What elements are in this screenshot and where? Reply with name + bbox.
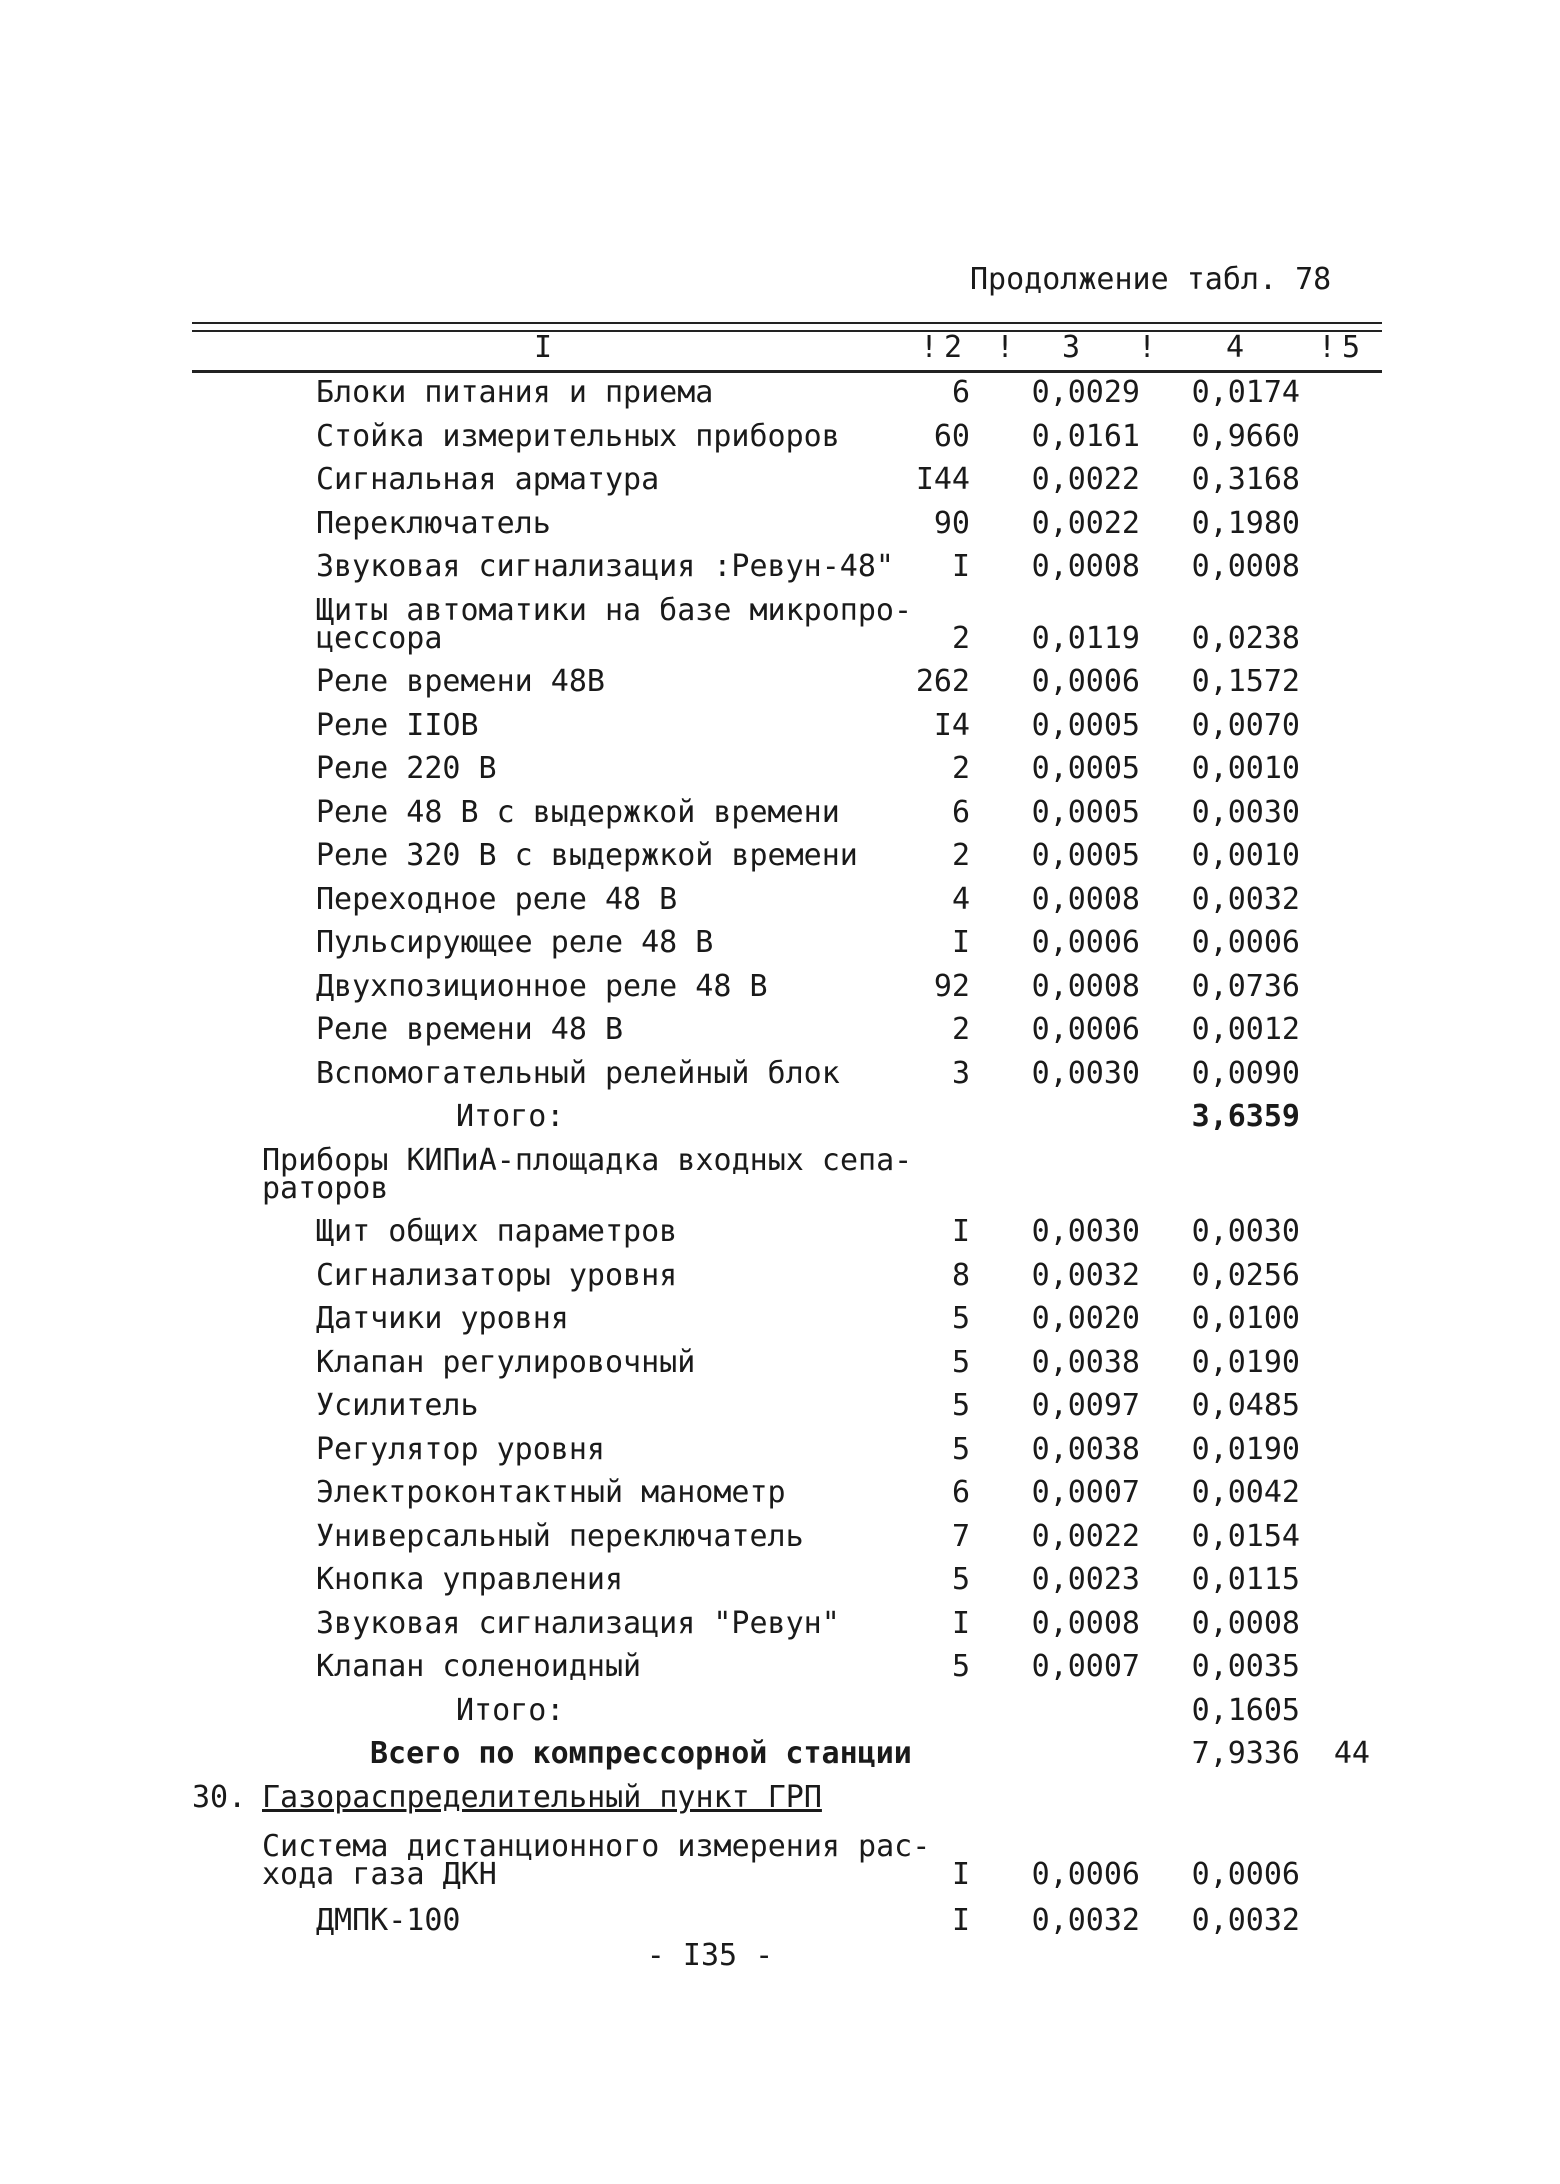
cell-c1: Газораспределительный пункт ГРП — [262, 1779, 822, 1815]
cell-c4: 0,3168 — [1191, 462, 1300, 497]
cell-c1: хода газа ДКН — [262, 1857, 497, 1892]
cell-c1: Сигнальная арматура — [316, 462, 660, 497]
cell-c2: 5 — [951, 1344, 970, 1380]
cell-c2: 6 — [951, 1475, 970, 1510]
cell-c2: I — [951, 1857, 970, 1892]
cell-c1: Двухпозиционное реле 48 В — [316, 968, 768, 1004]
cell-c1: Итого: — [456, 1692, 565, 1728]
cell-c1: Реле 220 В — [316, 751, 497, 786]
cell-c3: 0,0006 — [1031, 1857, 1140, 1892]
cell-c2: I — [951, 1902, 970, 1938]
col-header-4: 4 — [1226, 330, 1245, 365]
cell-c3: 0,0038 — [1031, 1431, 1140, 1467]
cell-c3: 0,0007 — [1031, 1649, 1140, 1684]
cell-c4: 0,0032 — [1191, 1902, 1300, 1938]
cell-c1: Вспомогательный релейный блок — [316, 1055, 840, 1091]
cell-c1: Кнопка управления — [316, 1562, 624, 1597]
cell-c2: 2 — [951, 838, 970, 873]
cell-c3: 0,0119 — [1031, 620, 1140, 656]
cell-c1: Переходное реле 48 В — [316, 881, 678, 917]
cell-c1: Реле 320 В с выдержкой времени — [316, 838, 858, 873]
cell-c4: 0,1605 — [1191, 1692, 1300, 1728]
cell-c3: 0,0161 — [1031, 418, 1140, 454]
cell-c1: Регулятор уровня — [316, 1431, 605, 1467]
col-header-5: 5 — [1342, 330, 1361, 365]
cell-c1: Итого: — [456, 1099, 565, 1134]
cell-c4: 0,0006 — [1191, 1857, 1300, 1892]
cell-c1: Клапан регулировочный — [316, 1344, 696, 1380]
cell-c4: 0,0238 — [1191, 620, 1300, 656]
cell-c4: 0,0006 — [1191, 925, 1300, 960]
cell-c2: 5 — [951, 1649, 970, 1684]
cell-c4: 0,0008 — [1191, 549, 1300, 584]
cell-c1: Переключатель — [316, 505, 551, 541]
col-sep: ! — [1138, 330, 1157, 365]
cell-c4: 0,0070 — [1191, 707, 1300, 743]
cell-c2: 2 — [951, 620, 970, 656]
cell-c1: Датчики уровня — [316, 1301, 569, 1336]
cell-c3: 0,0097 — [1031, 1388, 1140, 1423]
cell-c2: 5 — [951, 1562, 970, 1597]
cell-c2: 6 — [951, 794, 970, 830]
cell-c3: 0,0032 — [1031, 1902, 1140, 1938]
col-header-2: 2 — [944, 330, 963, 365]
cell-c1: Реле времени 48В — [316, 664, 605, 699]
cell-c2: 262 — [915, 664, 970, 699]
cell-c2: I — [951, 549, 970, 584]
cell-c3: 0,0006 — [1031, 1012, 1140, 1047]
cell-c3: 0,0022 — [1031, 462, 1140, 497]
col-sep: ! — [996, 330, 1015, 365]
cell-c3: 0,0022 — [1031, 505, 1140, 541]
cell-c2: I — [951, 925, 970, 960]
table-header-rule — [192, 370, 1382, 373]
cell-c2: 5 — [951, 1431, 970, 1467]
cell-c3: 0,0032 — [1031, 1257, 1140, 1293]
cell-c3: 0,0029 — [1031, 375, 1140, 410]
cell-c4: 0,0100 — [1191, 1301, 1300, 1336]
cell-c1: Реле 48 В с выдержкой времени — [316, 794, 840, 830]
table-top-rule — [192, 322, 1382, 324]
cell-c1: Приборы КИПиА-площадка входных сепа- — [262, 1142, 913, 1178]
cell-c1: Пульсирующее реле 48 В — [316, 925, 714, 960]
cell-c2: 8 — [951, 1257, 970, 1293]
cell-c1: Всего по компрессорной станции — [370, 1736, 912, 1771]
col-header-1: I — [534, 330, 553, 365]
cell-c3: 0,0008 — [1031, 881, 1140, 917]
cell-c3: 0,0022 — [1031, 1518, 1140, 1554]
cell-c3: 0,0030 — [1031, 1214, 1140, 1249]
cell-c3: 0,0006 — [1031, 925, 1140, 960]
cell-c3: 0,0023 — [1031, 1562, 1140, 1597]
cell-c4: 0,0030 — [1191, 1214, 1300, 1249]
cell-c3: 0,0006 — [1031, 664, 1140, 699]
cell-c2: 60 — [933, 418, 970, 454]
col-sep: ! — [920, 330, 939, 365]
cell-c1: Щиты автоматики на базе микропро- — [316, 592, 913, 628]
cell-c2: 5 — [951, 1388, 970, 1423]
table-header-row — [0, 328, 1560, 368]
cell-c1: Щит общих параметров — [316, 1214, 678, 1249]
cell-c4: 0,0010 — [1191, 751, 1300, 786]
cell-c4: 0,0485 — [1191, 1388, 1300, 1423]
cell-c2: 2 — [951, 1012, 970, 1047]
cell-c3: 0,0020 — [1031, 1301, 1140, 1336]
cell-c4: 0,0035 — [1191, 1649, 1300, 1684]
cell-c4: 0,0030 — [1191, 794, 1300, 830]
cell-c4: 0,0090 — [1191, 1055, 1300, 1091]
cell-c3: 0,0007 — [1031, 1475, 1140, 1510]
cell-c2: I — [951, 1605, 970, 1641]
cell-c2: I4 — [933, 707, 970, 743]
cell-c4: 0,0115 — [1191, 1562, 1300, 1597]
continuation-caption: Продолжение табл. 78 — [970, 262, 1332, 297]
cell-c1: ДМПК-100 — [316, 1902, 461, 1938]
cell-c4: 0,0032 — [1191, 881, 1300, 917]
cell-c3: 0,0005 — [1031, 751, 1140, 786]
cell-c1: Электроконтактный манометр — [316, 1475, 786, 1510]
cell-c4: 3,6359 — [1191, 1099, 1300, 1134]
cell-c4: 0,0736 — [1191, 968, 1300, 1004]
cell-c3: 0,0008 — [1031, 549, 1140, 584]
cell-c3: 0,0005 — [1031, 838, 1140, 873]
cell-c4: 0,9660 — [1191, 418, 1300, 454]
cell-c2: 2 — [951, 751, 970, 786]
cell-c3: 0,0030 — [1031, 1055, 1140, 1091]
cell-c2: 3 — [951, 1055, 970, 1091]
cell-c2: 6 — [951, 375, 970, 410]
cell-c1: Сигнализаторы уровня — [316, 1257, 678, 1293]
cell-c4: 0,1572 — [1191, 664, 1300, 699]
cell-c4: 0,0154 — [1191, 1518, 1300, 1554]
cell-c1: Клапан соленоидный — [316, 1649, 642, 1684]
cell-c1: 30. — [192, 1779, 247, 1815]
cell-c4: 0,0190 — [1191, 1431, 1300, 1467]
cell-c3: 0,0005 — [1031, 794, 1140, 830]
cell-c2: 90 — [933, 505, 970, 541]
cell-c4: 0,1980 — [1191, 505, 1300, 541]
cell-c2: I — [951, 1214, 970, 1249]
cell-c4: 0,0190 — [1191, 1344, 1300, 1380]
cell-c5: 44 — [1333, 1736, 1370, 1771]
cell-c1: раторов — [262, 1170, 389, 1206]
cell-c4: 0,0174 — [1191, 375, 1300, 410]
cell-c1: Звуковая сигнализация "Ревун" — [316, 1605, 840, 1641]
cell-c1: Реле IIOB — [316, 707, 479, 743]
cell-c4: 0,0256 — [1191, 1257, 1300, 1293]
cell-c2: 7 — [951, 1518, 970, 1554]
col-sep: ! — [1318, 330, 1337, 365]
cell-c2: 4 — [951, 881, 970, 917]
cell-c2: I44 — [915, 462, 970, 497]
cell-c3: 0,0038 — [1031, 1344, 1140, 1380]
cell-c1: Звуковая сигнализация :Ревун-48" — [316, 549, 894, 584]
cell-c1: Стойка измерительных приборов — [316, 418, 840, 454]
cell-c4: 0,0012 — [1191, 1012, 1300, 1047]
cell-c2: 5 — [951, 1301, 970, 1336]
cell-c3: 0,0008 — [1031, 968, 1140, 1004]
cell-c1: Реле времени 48 В — [316, 1012, 624, 1047]
cell-c1: Усилитель — [316, 1388, 479, 1423]
page-number: - I35 - — [646, 1938, 774, 1973]
cell-c1: Универсальный переключатель — [316, 1518, 804, 1554]
cell-c4: 0,0008 — [1191, 1605, 1300, 1641]
col-header-3: 3 — [1062, 330, 1081, 365]
cell-c2: 92 — [933, 968, 970, 1004]
cell-c3: 0,0008 — [1031, 1605, 1140, 1641]
cell-c3: 0,0005 — [1031, 707, 1140, 743]
cell-c1: Система дистанционного измерения рас- — [262, 1829, 931, 1864]
cell-c4: 0,0010 — [1191, 838, 1300, 873]
cell-c1: цессора — [316, 620, 443, 656]
cell-c1: Блоки питания и приема — [316, 375, 714, 410]
cell-c4: 0,0042 — [1191, 1475, 1300, 1510]
cell-c4: 7,9336 — [1191, 1736, 1300, 1771]
